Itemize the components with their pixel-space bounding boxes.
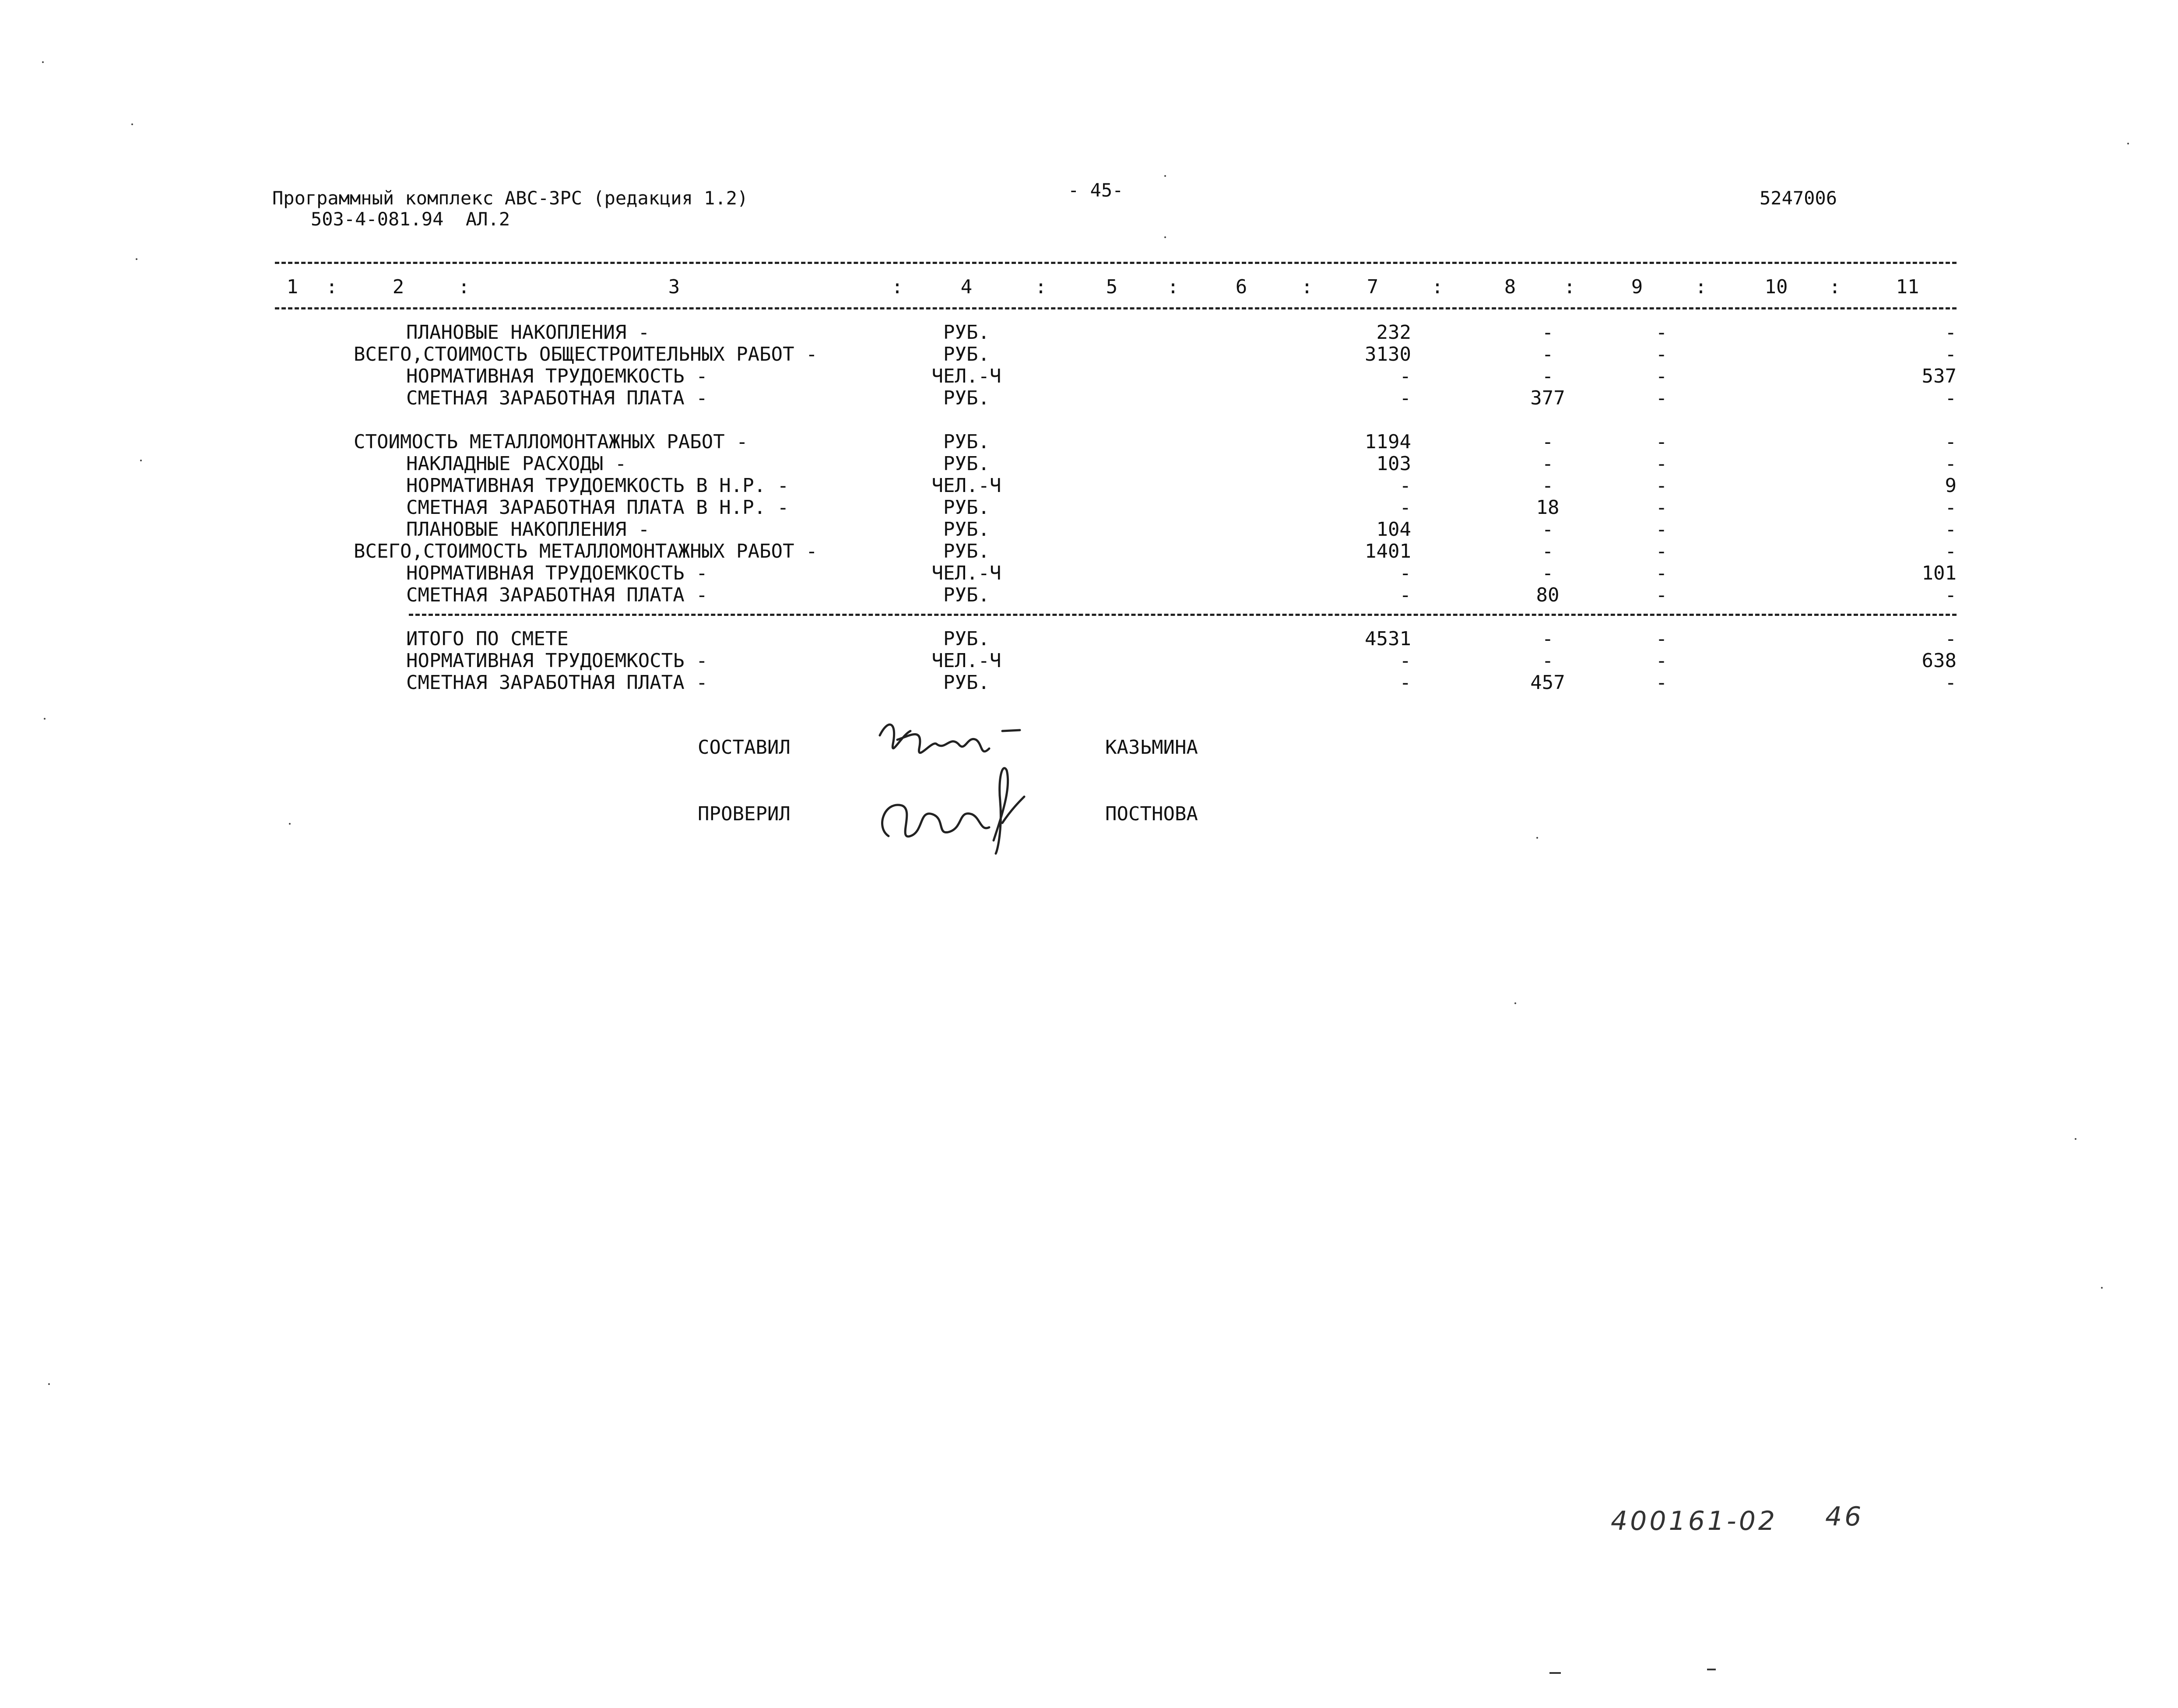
row-unit: ЧЕЛ.-Ч bbox=[931, 365, 1001, 387]
table-row bbox=[0, 343, 2178, 365]
row-value-col9: - bbox=[1655, 453, 1668, 475]
row-value-col11: 9 bbox=[1945, 474, 1957, 497]
row-value-col11: 101 bbox=[1922, 562, 1957, 584]
row-value-col11: - bbox=[1945, 343, 1957, 365]
row-value-col7: 4531 bbox=[1365, 628, 1411, 650]
row-label: СТОИМОСТЬ МЕТАЛЛОМОНТАЖНЫХ РАБОТ - bbox=[354, 431, 748, 453]
compiled-label: СОСТАВИЛ bbox=[698, 736, 790, 759]
table-row bbox=[0, 650, 2178, 671]
table-row bbox=[0, 474, 2178, 496]
row-label: ВСЕГО,СТОИМОСТЬ МЕТАЛЛОМОНТАЖНЫХ РАБОТ - bbox=[354, 540, 818, 562]
row-unit: РУБ. bbox=[943, 387, 990, 409]
row-label: НОРМАТИВНАЯ ТРУДОЕМКОСТЬ - bbox=[406, 365, 708, 387]
row-value-col8: 457 bbox=[1530, 671, 1565, 694]
column-separator: : bbox=[458, 276, 470, 298]
column-separator: : bbox=[891, 276, 903, 298]
document-code: 5247006 bbox=[1760, 187, 1837, 209]
table-row bbox=[0, 584, 2178, 606]
scan-speck bbox=[289, 823, 291, 825]
checked-name: ПОСТНОВА bbox=[1105, 803, 1198, 825]
row-value-col11: - bbox=[1945, 387, 1957, 409]
scan-speck bbox=[136, 258, 137, 260]
page-number: - 45- bbox=[1068, 179, 1124, 201]
row-label: СМЕТНАЯ ЗАРАБОТНАЯ ПЛАТА - bbox=[406, 671, 708, 694]
row-label: СМЕТНАЯ ЗАРАБОТНАЯ ПЛАТА В Н.Р. - bbox=[406, 496, 789, 519]
row-value-col7: - bbox=[1399, 562, 1411, 584]
row-value-col8: - bbox=[1542, 321, 1554, 344]
column-header-10: 10 bbox=[1764, 276, 1788, 298]
row-value-col8: - bbox=[1542, 365, 1554, 387]
row-label: ПЛАНОВЫЕ НАКОПЛЕНИЯ - bbox=[406, 321, 650, 344]
scan-speck bbox=[48, 1383, 50, 1385]
table-row bbox=[0, 540, 2178, 562]
row-value-col11: - bbox=[1945, 453, 1957, 475]
row-value-col8: - bbox=[1542, 562, 1554, 584]
row-value-col7: 104 bbox=[1376, 518, 1411, 541]
row-value-col9: - bbox=[1655, 387, 1668, 409]
row-value-col9: - bbox=[1655, 321, 1668, 344]
total-separator-rule bbox=[409, 614, 1957, 616]
row-value-col9: - bbox=[1655, 584, 1668, 606]
scan-speck bbox=[131, 123, 133, 125]
column-separator: : bbox=[1035, 276, 1047, 298]
row-value-col11: 537 bbox=[1922, 365, 1957, 387]
row-unit: РУБ. bbox=[943, 628, 990, 650]
column-header-5: 5 bbox=[1106, 276, 1118, 298]
scan-speck bbox=[1164, 236, 1166, 238]
table-top-rule bbox=[275, 262, 1957, 264]
row-value-col8: - bbox=[1542, 343, 1554, 365]
row-value-col11: - bbox=[1945, 540, 1957, 562]
column-header-3: 3 bbox=[668, 276, 680, 298]
row-value-col7: 1194 bbox=[1365, 431, 1411, 453]
column-header-4: 4 bbox=[960, 276, 973, 298]
scan-speck bbox=[44, 718, 46, 720]
row-value-col7: 1401 bbox=[1365, 540, 1411, 562]
header-bottom-rule bbox=[275, 307, 1957, 309]
row-label: СМЕТНАЯ ЗАРАБОТНАЯ ПЛАТА - bbox=[406, 584, 708, 606]
scan-speck bbox=[42, 61, 44, 63]
row-unit: РУБ. bbox=[943, 496, 990, 519]
row-unit: РУБ. bbox=[943, 518, 990, 541]
row-label: ПЛАНОВЫЕ НАКОПЛЕНИЯ - bbox=[406, 518, 650, 541]
column-header-9: 9 bbox=[1631, 276, 1643, 298]
row-value-col11: - bbox=[1945, 584, 1957, 606]
table-row bbox=[0, 365, 2178, 387]
column-separator: : bbox=[1167, 276, 1179, 298]
handwritten-archive-code: 400161-02 bbox=[1611, 1506, 1778, 1536]
row-value-col9: - bbox=[1655, 518, 1668, 541]
row-value-col7: - bbox=[1399, 387, 1411, 409]
row-value-col11: - bbox=[1945, 496, 1957, 519]
row-unit: РУБ. bbox=[943, 453, 990, 475]
row-value-col11: 638 bbox=[1922, 650, 1957, 672]
row-value-col8: - bbox=[1542, 650, 1554, 672]
row-unit: РУБ. bbox=[943, 540, 990, 562]
table-row bbox=[0, 562, 2178, 584]
scan-speck bbox=[2075, 1138, 2076, 1140]
row-value-col11: - bbox=[1945, 431, 1957, 453]
checked-signature bbox=[871, 762, 1029, 860]
column-header-row bbox=[0, 276, 2178, 300]
row-value-col9: - bbox=[1655, 540, 1668, 562]
column-separator: : bbox=[1563, 276, 1576, 298]
row-value-col8: - bbox=[1542, 431, 1554, 453]
scan-speck bbox=[1707, 1669, 1716, 1670]
row-unit: РУБ. bbox=[943, 431, 990, 453]
row-value-col9: - bbox=[1655, 671, 1668, 694]
column-separator: : bbox=[1431, 276, 1444, 298]
table-row bbox=[0, 628, 2178, 650]
row-value-col7: 103 bbox=[1376, 453, 1411, 475]
row-value-col7: - bbox=[1399, 365, 1411, 387]
scan-speck bbox=[2127, 143, 2129, 144]
scan-speck bbox=[1549, 1672, 1561, 1674]
row-value-col8: 80 bbox=[1536, 584, 1560, 606]
column-header-6: 6 bbox=[1235, 276, 1247, 298]
row-value-col9: - bbox=[1655, 496, 1668, 519]
row-value-col8: 377 bbox=[1530, 387, 1565, 409]
row-label: ВСЕГО,СТОИМОСТЬ ОБЩЕСТРОИТЕЛЬНЫХ РАБОТ - bbox=[354, 343, 818, 365]
handwritten-page-number: 46 bbox=[1825, 1501, 1864, 1532]
row-unit: ЧЕЛ.-Ч bbox=[931, 474, 1001, 497]
column-separator: : bbox=[1829, 276, 1841, 298]
row-value-col8: - bbox=[1542, 474, 1554, 497]
table-row bbox=[0, 321, 2178, 343]
project-code: 503-4-081.94 АЛ.2 bbox=[311, 208, 510, 230]
checked-label: ПРОВЕРИЛ bbox=[698, 803, 790, 825]
table-row bbox=[0, 671, 2178, 693]
row-value-col9: - bbox=[1655, 431, 1668, 453]
table-row bbox=[0, 453, 2178, 474]
compiled-name: КАЗЬМИНА bbox=[1105, 736, 1198, 759]
row-value-col8: - bbox=[1542, 628, 1554, 650]
row-value-col9: - bbox=[1655, 343, 1668, 365]
row-value-col7: - bbox=[1399, 650, 1411, 672]
row-unit: РУБ. bbox=[943, 343, 990, 365]
program-title: Программный комплекс АВС-3РС (редакция 1.2) bbox=[272, 187, 748, 209]
table-row bbox=[0, 431, 2178, 453]
row-label: НОРМАТИВНАЯ ТРУДОЕМКОСТЬ - bbox=[406, 562, 708, 584]
table-row bbox=[0, 387, 2178, 409]
row-unit: РУБ. bbox=[943, 671, 990, 694]
scan-speck bbox=[140, 460, 142, 461]
row-value-col7: 232 bbox=[1376, 321, 1411, 344]
row-label: СМЕТНАЯ ЗАРАБОТНАЯ ПЛАТА - bbox=[406, 387, 708, 409]
row-unit: ЧЕЛ.-Ч bbox=[931, 562, 1001, 584]
row-value-col9: - bbox=[1655, 650, 1668, 672]
row-unit: РУБ. bbox=[943, 584, 990, 606]
scan-speck bbox=[1536, 837, 1538, 839]
row-value-col11: - bbox=[1945, 518, 1957, 541]
scan-speck bbox=[1164, 175, 1166, 177]
row-value-col8: - bbox=[1542, 540, 1554, 562]
row-label: ИТОГО ПО СМЕТЕ bbox=[406, 628, 569, 650]
column-separator: : bbox=[1301, 276, 1313, 298]
row-value-col7: - bbox=[1399, 496, 1411, 519]
row-value-col7: - bbox=[1399, 474, 1411, 497]
row-value-col7: - bbox=[1399, 671, 1411, 694]
row-label: НОРМАТИВНАЯ ТРУДОЕМКОСТЬ В Н.Р. - bbox=[406, 474, 789, 497]
row-value-col9: - bbox=[1655, 365, 1668, 387]
row-value-col11: - bbox=[1945, 671, 1957, 694]
row-value-col9: - bbox=[1655, 562, 1668, 584]
row-value-col7: 3130 bbox=[1365, 343, 1411, 365]
table-row bbox=[0, 518, 2178, 540]
column-header-7: 7 bbox=[1367, 276, 1379, 298]
row-value-col11: - bbox=[1945, 321, 1957, 344]
column-header-8: 8 bbox=[1504, 276, 1516, 298]
row-value-col8: 18 bbox=[1536, 496, 1560, 519]
column-separator: : bbox=[1695, 276, 1707, 298]
scan-speck bbox=[2101, 1287, 2103, 1289]
column-header-11: 11 bbox=[1896, 276, 1919, 298]
row-value-col8: - bbox=[1542, 518, 1554, 541]
row-value-col9: - bbox=[1655, 474, 1668, 497]
row-label: НОРМАТИВНАЯ ТРУДОЕМКОСТЬ - bbox=[406, 650, 708, 672]
row-unit: РУБ. bbox=[943, 321, 990, 344]
column-header-1: 1 bbox=[286, 276, 299, 298]
row-label: НАКЛАДНЫЕ РАСХОДЫ - bbox=[406, 453, 627, 475]
row-value-col7: - bbox=[1399, 584, 1411, 606]
row-unit: ЧЕЛ.-Ч bbox=[931, 650, 1001, 672]
table-row bbox=[0, 496, 2178, 518]
column-header-2: 2 bbox=[392, 276, 404, 298]
column-separator: : bbox=[326, 276, 338, 298]
scan-speck bbox=[1514, 1002, 1516, 1004]
row-value-col9: - bbox=[1655, 628, 1668, 650]
row-value-col8: - bbox=[1542, 453, 1554, 475]
row-value-col11: - bbox=[1945, 628, 1957, 650]
